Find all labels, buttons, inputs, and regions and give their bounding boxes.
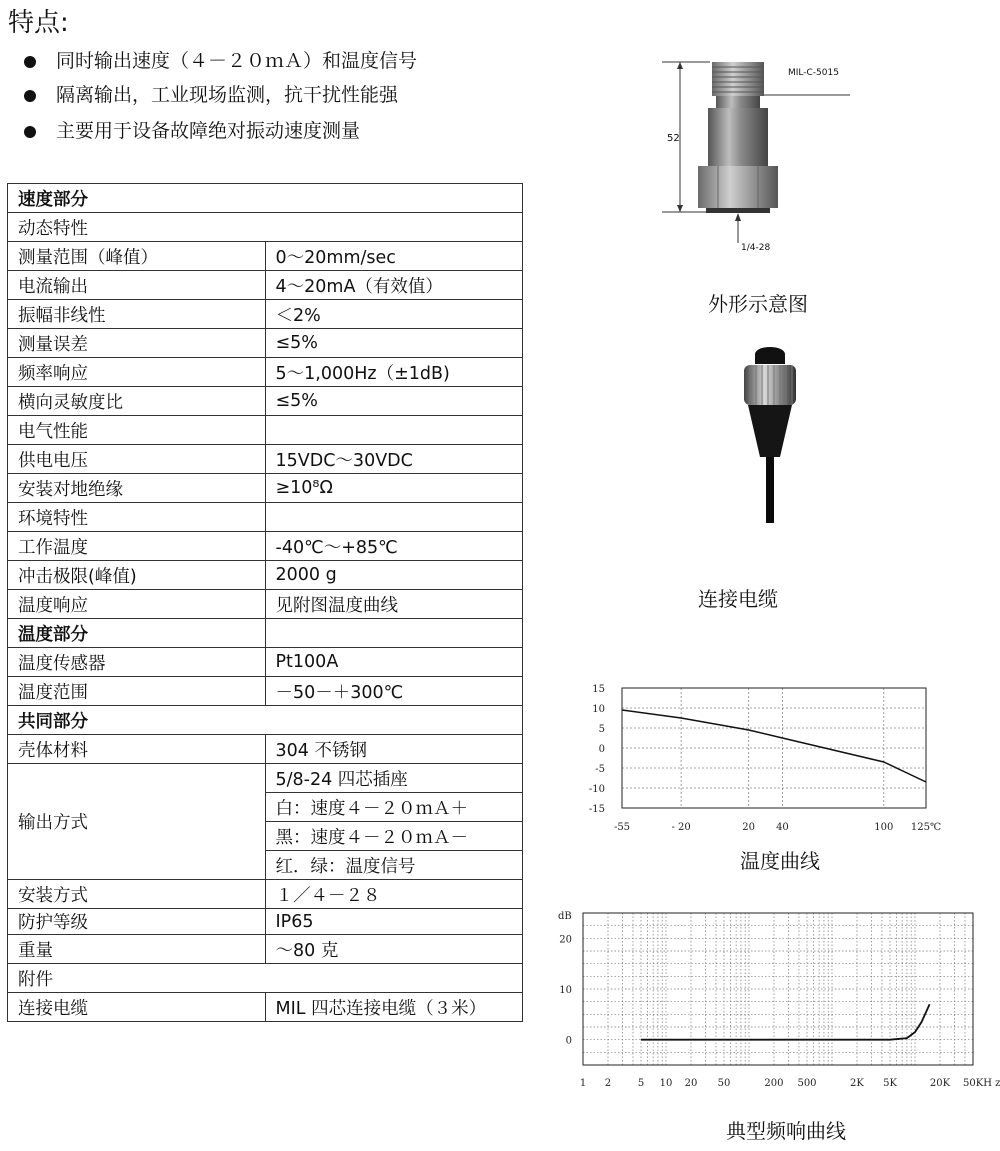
table-row <box>8 532 523 561</box>
spec-value: 2000 g <box>265 561 523 590</box>
spec-value: Pt100A <box>265 648 523 677</box>
spec-label: 电气性能 <box>8 416 266 445</box>
temperature-curve <box>622 710 926 782</box>
temperature-caption: 温度曲线 <box>740 849 820 873</box>
hex-base <box>698 166 778 208</box>
table-row <box>8 964 523 993</box>
spec-label: 温度响应 <box>8 590 266 619</box>
y-tick-label: 0 <box>565 1035 572 1047</box>
x-tick-label: 5 <box>637 1078 645 1089</box>
x-tick-label: -55 <box>613 822 631 833</box>
spec-label: 连接电缆 <box>8 993 266 1022</box>
feature-text: 隔离输出，工业现场监测，抗干扰性能强 <box>56 84 399 106</box>
frequency-response-curve <box>641 1004 930 1039</box>
spec-value <box>265 503 523 532</box>
temperature-chart <box>560 680 960 840</box>
spec-label: 温度部分 <box>8 619 266 648</box>
y-tick-label: 15 <box>592 684 605 695</box>
spec-value: 白：速度４－２０ｍＡ＋ <box>265 793 523 822</box>
spec-label: 测量范围（峰值） <box>8 242 266 271</box>
spec-value: ≤5% <box>265 387 523 416</box>
height-label: 52 <box>667 133 680 144</box>
spec-value: ≤5% <box>265 329 523 358</box>
spec-value: -40℃～+85℃ <box>265 532 523 561</box>
thread-label: 1/4-28 <box>741 243 771 253</box>
spec-value: 304 不锈钢 <box>265 735 523 764</box>
y-tick-label: 10 <box>592 704 605 715</box>
spec-label: 输出方式 <box>8 764 266 880</box>
x-tick-label: 200 <box>764 1078 784 1089</box>
strain-relief <box>748 405 792 457</box>
table-row <box>8 677 523 706</box>
spec-value: 5～1,000Hz（±1dB) <box>265 358 523 387</box>
feature-text: 主要用于设备故障绝对振动速度测量 <box>56 120 361 142</box>
spec-label: 振幅非线性 <box>8 300 266 329</box>
y-tick-label: 20 <box>559 934 572 946</box>
x-tick-label: 20K <box>929 1078 951 1089</box>
cable-caption: 连接电缆 <box>698 587 778 611</box>
table-row <box>8 735 523 764</box>
spec-table <box>7 183 523 1022</box>
section-header: 共同部分 <box>8 706 523 735</box>
x-tick-label: 2 <box>604 1078 612 1089</box>
table-row <box>8 648 523 677</box>
group-header: 附件 <box>8 964 523 993</box>
arrow-up-icon <box>677 62 683 69</box>
arrow-down-icon <box>677 205 683 212</box>
x-tick-label: 40 <box>776 822 789 833</box>
spec-value: 0～20mm/sec <box>265 242 523 271</box>
table-row <box>8 416 523 445</box>
spec-value: IP65 <box>265 909 523 935</box>
spec-label: 温度传感器 <box>8 648 266 677</box>
spec-label: 横向灵敏度比 <box>8 387 266 416</box>
table-row <box>8 213 523 242</box>
section-header: 速度部分 <box>8 184 523 213</box>
x-tick-label: 10 <box>659 1078 673 1089</box>
y-tick-label: -15 <box>588 804 605 815</box>
spec-value: MIL 四芯连接电缆（３米） <box>265 993 523 1022</box>
x-tick-label: 20 <box>742 822 756 833</box>
bullet-icon <box>24 90 36 102</box>
sensor-outline-drawing <box>640 55 870 255</box>
x-tick-label: - 20 <box>671 822 691 833</box>
cable-wire <box>766 457 774 523</box>
spec-label: 重量 <box>8 935 266 964</box>
spec-value: ～80 克 <box>265 935 523 964</box>
arrow-up-icon <box>735 213 741 221</box>
outline-caption: 外形示意图 <box>708 292 808 316</box>
spec-label: 安装方式 <box>8 880 266 909</box>
table-row <box>8 474 523 503</box>
x-tick-label: 50 <box>717 1078 731 1089</box>
spec-value: １／４－２８ <box>265 880 523 909</box>
x-tick-label: 50KH z <box>963 1078 1000 1089</box>
x-tick-label: 1 <box>579 1078 587 1089</box>
table-row <box>8 271 523 300</box>
frequency-caption: 典型频响曲线 <box>726 1119 846 1143</box>
x-tick-label: 500 <box>797 1078 817 1089</box>
table-row <box>8 706 523 735</box>
spec-label: 温度范围 <box>8 677 266 706</box>
spec-value: 黑：速度４－２０ｍＡ－ <box>265 822 523 851</box>
plot-frame <box>583 913 973 1065</box>
table-row <box>8 184 523 213</box>
table-row <box>8 242 523 271</box>
frequency-chart <box>550 905 1000 1100</box>
connector-neck <box>716 96 760 108</box>
spec-label: 供电电压 <box>8 445 266 474</box>
y-tick-label: 0 <box>598 744 605 755</box>
x-tick-label: 100 <box>874 822 894 833</box>
cable-image <box>730 345 810 525</box>
feature-item <box>24 80 398 107</box>
spec-label: 壳体材料 <box>8 735 266 764</box>
table-row <box>8 329 523 358</box>
table-row <box>8 300 523 329</box>
table-row <box>8 561 523 590</box>
x-tick-label: 125℃ <box>910 822 942 833</box>
table-row <box>8 935 523 964</box>
y-tick-label: 5 <box>598 724 605 735</box>
spec-label: 测量误差 <box>8 329 266 358</box>
spec-label: 安装对地绝缘 <box>8 474 266 503</box>
spec-value <box>265 619 523 648</box>
x-tick-label: 2K <box>850 1078 864 1089</box>
spec-label: 工作温度 <box>8 532 266 561</box>
spec-value: 5/8-24 四芯插座 <box>265 764 523 793</box>
table-row <box>8 909 523 935</box>
y-tick-label: 10 <box>559 985 572 996</box>
table-row <box>8 590 523 619</box>
knurled-nut <box>744 365 796 405</box>
spec-label: 环境特性 <box>8 503 266 532</box>
feature-item <box>24 46 417 73</box>
spec-value: 红．绿：温度信号 <box>265 851 523 880</box>
page-title: 特点: <box>8 8 69 38</box>
spec-label: 电流输出 <box>8 271 266 300</box>
table-row <box>8 358 523 387</box>
spec-value: ≥10⁸Ω <box>265 474 523 503</box>
y-tick-label: -5 <box>595 764 605 775</box>
feature-item <box>24 116 360 143</box>
spec-label: 频率响应 <box>8 358 266 387</box>
spec-value: 15VDC～30VDC <box>265 445 523 474</box>
x-tick-label: 5K <box>883 1078 897 1089</box>
spec-value: －50－＋300℃ <box>265 677 523 706</box>
spec-value <box>265 416 523 445</box>
table-row <box>8 387 523 416</box>
y-tick-label: -10 <box>588 784 605 795</box>
group-header: 动态特性 <box>8 213 523 242</box>
feature-text: 同时输出速度（４－２０ｍＡ）和温度信号 <box>56 50 418 72</box>
spec-value: 4～20mA（有效值） <box>265 271 523 300</box>
spec-label: 冲击极限(峰值) <box>8 561 266 590</box>
spec-value: 见附图温度曲线 <box>265 590 523 619</box>
table-row <box>8 503 523 532</box>
bullet-icon <box>24 126 36 138</box>
table-row <box>8 445 523 474</box>
sensor-body <box>708 108 768 166</box>
y-unit-label: dB <box>558 911 572 922</box>
table-row <box>8 619 523 648</box>
table-row <box>8 764 523 793</box>
connector-label: MIL-C-5015 <box>788 68 839 78</box>
table-row <box>8 993 523 1022</box>
bullet-icon <box>24 56 36 68</box>
x-tick-label: 20 <box>684 1078 698 1089</box>
spec-value: ＜2% <box>265 300 523 329</box>
table-row <box>8 880 523 909</box>
spec-label: 防护等级 <box>8 909 266 935</box>
